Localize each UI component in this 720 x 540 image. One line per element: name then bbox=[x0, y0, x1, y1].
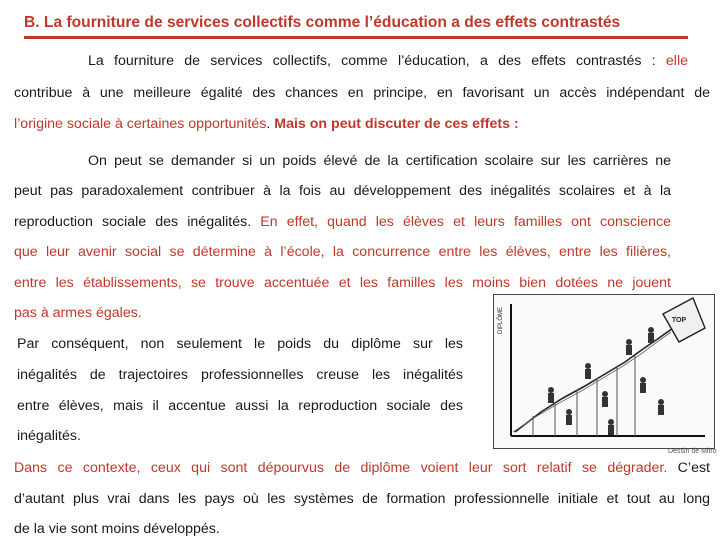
para2-line1: On peut se demander si un poids élevé de la certification scolaire sur les carrières ne bbox=[88, 153, 671, 169]
section-title: B. La fourniture de services collectifs comme l’éducation a des effets contrastés bbox=[24, 13, 688, 39]
para1-bold-highlight: Mais on peut discuter de ces effets : bbox=[274, 116, 519, 132]
para2-line3 bbox=[14, 212, 671, 232]
para1-text: . bbox=[266, 116, 275, 132]
para3-line3: entre élèves, mais il accentue aussi la reproduction sociale des bbox=[17, 398, 463, 414]
para1-highlight: l’origine sociale à certaines opportunités bbox=[14, 116, 267, 132]
para4-highlight: Dans ce contexte, ceux qui sont dépourvus de diplôme voient leur sort relatif se dégrader. bbox=[14, 460, 678, 476]
para1-line3 bbox=[14, 114, 710, 134]
para3-line4: inégalités. bbox=[17, 428, 81, 444]
para3-line2: inégalités de trajectoires professionnelles creuse les inégalités bbox=[17, 367, 463, 383]
sign-label: TOP bbox=[671, 317, 687, 324]
diploma-ladder-drawing bbox=[493, 294, 715, 449]
para1-line2: contribue à une meilleure égalité des chances en principe, en favorisant un accès indépendant de bbox=[14, 85, 710, 101]
para2-text: reproduction sociale des inégalités. bbox=[14, 214, 261, 230]
cartoon-illustration bbox=[493, 294, 715, 449]
para2-line6: pas à armes égales. bbox=[14, 305, 142, 321]
para4-line1 bbox=[14, 458, 710, 478]
para1-line1 bbox=[88, 51, 688, 71]
para2-highlight: En effet, quand les élèves et leurs familles ont conscience bbox=[260, 214, 671, 230]
para4-line2: d’autant plus vrai dans les pays où les systèmes de formation professionnelle initiale et tout au long bbox=[14, 491, 710, 507]
para2-line2: peut pas paradoxalement contribuer à la fois au développement des inégalités scolaires et à la bbox=[14, 183, 671, 199]
axis-label: DIPLÔME bbox=[498, 306, 504, 334]
para1-highlight: elle bbox=[665, 53, 688, 69]
para2-line4: que leur avenir social se détermine à l’école, la concurrence entre les élèves, entre les filières, bbox=[14, 244, 671, 260]
para1-text: La fourniture de services collectifs, comme l’éducation, a des effets contrastés : bbox=[88, 53, 666, 69]
illustration-caption: Dessin de Mitro bbox=[668, 448, 717, 455]
para4-line3: de la vie sont moins développés. bbox=[14, 521, 220, 537]
para2-line5: entre les établissements, se trouve accentuée et les familles les moins bien dotées ne jouent bbox=[14, 275, 671, 291]
para3-line1: Par conséquent, non seulement le poids du diplôme sur les bbox=[17, 336, 463, 352]
para4-text: C’est bbox=[677, 460, 710, 476]
